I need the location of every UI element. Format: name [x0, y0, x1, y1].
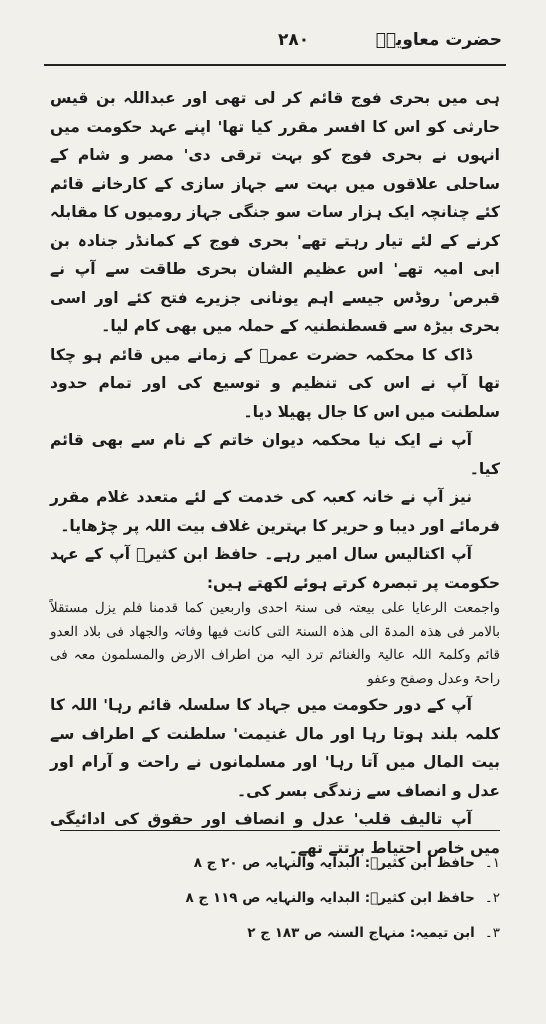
paragraph-navy: ہی میں بحری فوج قائم کر لی تھی اور عبداللہ بن قیس حارثی کو اس کا افسر مقرر کیا تھا' اپنے عہد حکومت میں انہوں نے بحری فوج کو بہت ترقی دی' مصر و شام کے ساحلی علاقوں میں بہت سے جہاز سازی کے کارخانے قائم کئے چنانچہ ایک ہزار سات سو جنگی جہاز رومیوں کا مقابلہ کرنے کے لئے تیار رہتے تھے' بحری فوج کے کمانڈر جنادہ بن ابی امیہ تھے' اس عظیم الشان بحری طاقت سے آپ نے قبرص' روڈس جیسے اہم یونانی جزیرے فتح کئے اور اسی بحری بیڑہ سے قسطنطنیہ کے حملہ میں بھی کام لیا۔	[50, 89, 500, 335]
footnote-rule	[60, 830, 500, 831]
header-rule	[44, 64, 506, 66]
footnotes	[150, 846, 500, 951]
arabic-quotation: واجمعت الرعایا علی بیعتہ فی سنۃ احدی واربعین کما قدمنا فلم یزل مستقلاً بالامر فی ھذہ المدۃ الی ھذہ السنۃ التی کانت فیھا وفاتہ والجھاد فی بلاد العدو قائم وکلمۃ اللہ عالیۃ والغنائم ترد الیہ من اطراف الارض والمسلمون معہ فی راحۃ وعدل وصفح وعفو	[50, 600, 500, 687]
footnote-item	[150, 916, 500, 951]
footnote-text: حافظ ابن کثیرؒ: البدایہ والنہایہ ص ۲۰ ج ۸	[193, 855, 475, 871]
page-header	[48, 24, 502, 58]
footnote-marker: ۳۔	[484, 925, 500, 941]
paragraph-kaaba: نیز آپ نے خانہ کعبہ کی خدمت کے لئے متعدد غلام مقرر فرمائے اور دیبا و حریر کا بہترین غلاف بیت اللہ پر چڑھایا۔	[50, 488, 500, 535]
paragraph-translation: آپ کے دور حکومت میں جہاد کا سلسلہ قائم رہا' اللہ کا کلمہ بلند ہوتا رہا اور مال غنیمت' سلطنت کے اطراف سے بیت المال میں آتا رہا' اور مسلمانوں نے راحت و آرام اور عدل و انصاف سے زندگی بسر کی۔	[50, 696, 500, 800]
running-title: حضرت معاویہؓ	[375, 30, 502, 50]
paragraph-diwan: آپ نے ایک نیا محکمہ دیوان خاتم کے نام سے بھی قائم کیا۔	[50, 431, 500, 478]
footnote-item	[150, 881, 500, 916]
footnote-text: ابن تیمیہ: منہاج السنہ ص ۱۸۳ ج ۲	[247, 925, 475, 941]
paragraph-reign: آپ اکتالیس سال امیر رہے۔ حافظ ابن کثیرؒ آپ کے عہد حکومت پر تبصرہ کرتے ہوئے لکھتے ہیں:	[50, 545, 500, 592]
page-number: ۲۸۰	[278, 30, 310, 50]
footnote-marker: ۱۔	[484, 855, 500, 871]
paragraph-justice: آپ تالیف قلب' عدل و انصاف اور حقوق کی ادائیگی میں خاص احتیاط برتتے تھے۔	[50, 810, 500, 857]
footnote-item	[150, 846, 500, 881]
footnote-marker: ۲۔	[484, 890, 500, 906]
footnote-text: حافظ ابن کثیرؒ: البدایہ والنہایہ ص ۱۱۹ ج ۸	[185, 890, 475, 906]
paragraph-postal: ڈاک کا محکمہ حضرت عمرؓ کے زمانے میں قائم ہو چکا تھا آپ نے اس کی تنظیم و توسیع کی اور تمام حدود سلطنت میں اس کا جال پھیلا دیا۔	[50, 345, 500, 421]
main-text	[50, 84, 500, 862]
